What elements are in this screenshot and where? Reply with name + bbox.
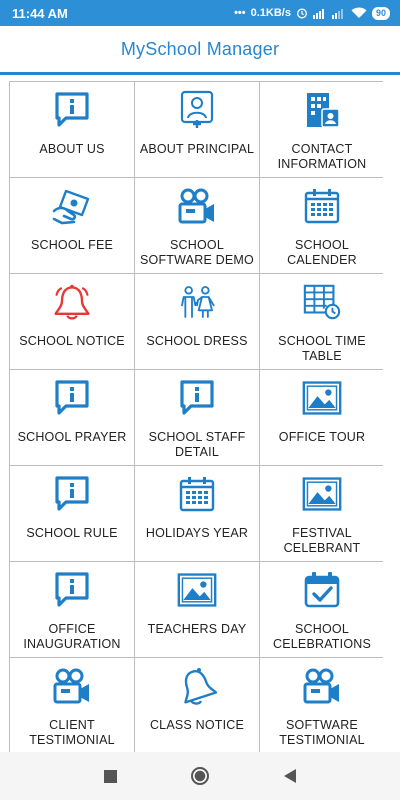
menu-item-label: OFFICE INAUGURATION <box>23 622 121 651</box>
hand-money-icon <box>52 186 92 226</box>
circle-icon <box>190 766 210 786</box>
back-button[interactable] <box>280 766 300 786</box>
battery-icon: 90 <box>372 7 390 20</box>
menu-item-software-testimonial[interactable] <box>260 658 384 753</box>
menu-item-school-time-table[interactable] <box>260 274 384 369</box>
net-speed: 0.1KB/s <box>250 7 291 19</box>
menu-item-school-rule[interactable] <box>10 466 134 561</box>
info-bubble-icon <box>52 378 92 418</box>
signal-2-icon <box>332 7 346 19</box>
signal-icon <box>313 7 327 19</box>
video-camera-icon <box>52 666 92 706</box>
menu-item-school-software-demo[interactable] <box>135 178 259 273</box>
menu-item-office-inauguration[interactable] <box>10 562 134 657</box>
menu-item-about-principal[interactable] <box>135 82 259 177</box>
timetable-icon <box>302 282 342 322</box>
bell-outline-icon <box>177 666 217 706</box>
menu-item-school-fee[interactable] <box>10 178 134 273</box>
menu-item-label: SCHOOL TIME TABLE <box>278 334 366 363</box>
menu-item-class-notice[interactable] <box>135 658 259 753</box>
menu-item-label: ABOUT PRINCIPAL <box>139 142 255 156</box>
menu-item-label: SCHOOL FEE <box>30 238 114 252</box>
info-bubble-icon <box>52 90 92 130</box>
menu-item-label: HOLIDAYS YEAR <box>145 526 249 540</box>
system-nav-bar <box>0 752 400 800</box>
picture-icon <box>302 378 342 418</box>
menu-item-label: CONTACT INFORMATION <box>277 142 367 171</box>
menu-item-label: SCHOOL CELEBRATIONS <box>272 622 372 651</box>
menu-item-school-calender[interactable] <box>260 178 384 273</box>
menu-item-label: SCHOOL RULE <box>26 526 118 540</box>
menu-item-label: SOFTWARE TESTIMONIAL <box>279 718 365 747</box>
status-time: 11:44 AM <box>12 5 68 21</box>
menu-item-school-dress[interactable] <box>135 274 259 369</box>
building-contact-icon <box>302 90 342 130</box>
home-button[interactable] <box>190 766 210 786</box>
info-bubble-icon <box>177 378 217 418</box>
calendar-icon <box>177 474 217 514</box>
menu-item-label: SCHOOL PRAYER <box>17 430 127 444</box>
menu-item-festival-celebrant[interactable] <box>260 466 384 561</box>
menu-item-client-testimonial[interactable] <box>10 658 134 753</box>
app-title: MySchool Manager <box>120 38 280 59</box>
menu-item-teachers-day[interactable] <box>135 562 259 657</box>
app-bar <box>0 26 400 72</box>
calendar-icon <box>302 186 342 226</box>
info-bubble-icon <box>52 474 92 514</box>
triangle-back-icon <box>284 769 297 783</box>
menu-item-label: FESTIVAL CELEBRANT <box>283 526 361 555</box>
menu-item-label: ABOUT US <box>39 142 105 156</box>
picture-icon <box>302 474 342 514</box>
menu-item-school-staff-detail[interactable] <box>135 370 259 465</box>
menu-item-label: SCHOOL DRESS <box>146 334 248 348</box>
app-bar-divider <box>0 72 400 75</box>
alarm-icon <box>296 7 308 19</box>
menu-item-office-tour[interactable] <box>260 370 384 465</box>
boy-girl-icon <box>177 282 217 322</box>
wifi-icon <box>351 7 367 19</box>
status-bar <box>0 0 400 26</box>
menu-item-label: CLIENT TESTIMONIAL <box>29 718 115 747</box>
menu-item-school-celebrations[interactable] <box>260 562 384 657</box>
video-camera-icon <box>177 186 217 226</box>
bell-icon <box>52 282 92 322</box>
menu-item-label: CLASS NOTICE <box>149 718 245 732</box>
menu-item-label: SCHOOL NOTICE <box>19 334 125 348</box>
menu-item-holidays-year[interactable] <box>135 466 259 561</box>
square-icon <box>104 770 117 783</box>
menu-item-school-prayer[interactable] <box>10 370 134 465</box>
calendar-check-icon <box>302 570 342 610</box>
picture-icon <box>177 570 217 610</box>
video-camera-icon <box>302 666 342 706</box>
menu-item-school-notice[interactable] <box>10 274 134 369</box>
menu-item-contact-information[interactable] <box>260 82 384 177</box>
menu-grid <box>9 81 383 754</box>
menu-item-label: TEACHERS DAY <box>147 622 247 636</box>
recents-button[interactable] <box>100 766 120 786</box>
more-dots-icon: ••• <box>234 7 246 19</box>
menu-item-label: OFFICE TOUR <box>278 430 366 444</box>
menu-item-about-us[interactable] <box>10 82 134 177</box>
person-card-icon <box>177 90 217 130</box>
menu-item-label: SCHOOL SOFTWARE DEMO <box>140 238 254 267</box>
status-icons <box>234 7 390 20</box>
info-bubble-icon <box>52 570 92 610</box>
menu-item-label: SCHOOL CALENDER <box>287 238 357 267</box>
menu-item-label: SCHOOL STAFF DETAIL <box>148 430 246 459</box>
